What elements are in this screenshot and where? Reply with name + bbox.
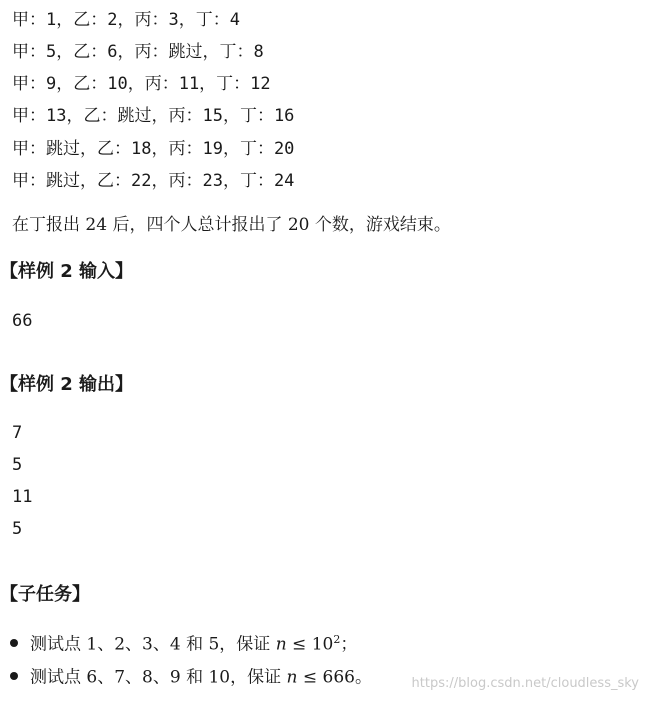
explanation-line-2: 甲：5，乙：6，丙：跳过，丁：8 — [12, 42, 264, 62]
explanation-line-4: 甲：13，乙：跳过，丙：15，丁：16 — [12, 106, 295, 126]
sample2-output-line: 5 — [12, 455, 23, 475]
subtask-variable: n — [275, 634, 287, 655]
sample2-output-line: 5 — [12, 519, 23, 539]
subtask-exponent: 2 — [333, 633, 341, 646]
sample2-input-heading: 【样例 2 输入】 — [0, 261, 134, 282]
subtask-item-1 — [10, 628, 357, 657]
summary-text: 在丁报出 24 后，四个人总计报出了 20 个数，游戏结束。 — [12, 215, 451, 235]
subtask-prefix: 测试点 6、7、8、9 和 10，保证 — [30, 667, 287, 688]
subtask-suffix: ； — [340, 634, 358, 655]
explanation-line-6: 甲：跳过，乙：22，丙：23，丁：24 — [12, 171, 295, 191]
bullet-icon — [10, 672, 18, 680]
watermark: https://blog.csdn.net/cloudless_sky — [411, 676, 639, 691]
bullet-icon — [10, 639, 18, 647]
explanation-line-3: 甲：9，乙：10，丙：11，丁：12 — [12, 74, 271, 94]
sample2-output-line: 7 — [12, 423, 23, 443]
explanation-line-1: 甲：1，乙：2，丙：3，丁：4 — [12, 10, 240, 30]
subtask-relation: ≤ 10 — [286, 634, 334, 655]
sample2-output-line: 11 — [12, 487, 33, 507]
subtask-relation: ≤ 666 — [297, 667, 355, 688]
sample2-output-heading: 【样例 2 输出】 — [0, 374, 134, 395]
subtask-variable: n — [286, 667, 298, 688]
subtask-prefix: 测试点 1、2、3、4 和 5，保证 — [30, 634, 276, 655]
explanation-line-5: 甲：跳过，乙：18，丙：19，丁：20 — [12, 139, 295, 159]
subtask-suffix: 。 — [354, 667, 372, 688]
sample2-input-line: 66 — [12, 311, 33, 331]
subtask-item-2 — [10, 661, 372, 690]
subtasks-heading: 【子任务】 — [0, 584, 90, 605]
